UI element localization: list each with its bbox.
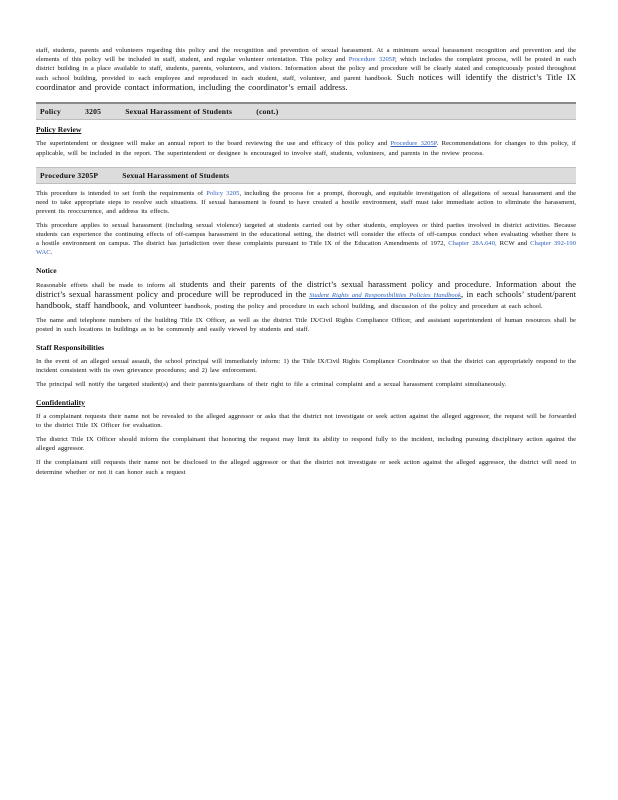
- staff-paragraph-1: In the event of an alleged sexual assault, the school principal will immediately inform: 1) the Title IX/Civil Rights Compliance Coordinator so that the district can appropriately respond to the incident consistent with its own grievance procedures; and 2) law enforcement.: [36, 357, 576, 374]
- notice-p1-text-a: Reasonable efforts shall be made to inform all: [36, 282, 176, 290]
- procedure-p1-text-b: , including the process for a prompt, thorough, and equitable investigation of allegations of sexual harassment and the need to take appropriate steps to resolve such situations. If sexual harassment is found to have created a hostile environment, staff must take immediate action to eliminate the harassment, prevent its reoccurrence, and address its effects.: [36, 189, 576, 215]
- student-handbook-link[interactable]: Student Rights and Responsibilities Policies Handbook: [309, 292, 461, 300]
- intro-text-a: staff, students, parents and volunteers regarding this policy and the recognition and prevention of sexual harassment. At a minimum sexual harassment recognition and prevention and the elements of this policy will be included in staff, student, and regular volunteer orientation. This policy and: [36, 47, 576, 64]
- confidentiality-paragraph-2: The district Title IX Officer should inform the complainant that honoring the request may limit its ability to respond fully to the incident, including pursuing disciplinary action against the alleged aggressor.: [36, 436, 576, 453]
- notice-paragraph-1: [36, 280, 576, 310]
- band-policy-label: Policy: [40, 107, 62, 117]
- procedure-section-band: [36, 167, 576, 184]
- procedure-p2-end: .: [50, 249, 53, 257]
- chapter-28a640-link[interactable]: Chapter 28A.640,: [448, 240, 497, 248]
- band-procedure-title: Sexual Harassment of Students: [122, 170, 230, 180]
- staff-paragraph-2: The principal will notify the targeted student(s) and their parents/guardians of their right to file a criminal complaint and a sexual harassment complaint simultaneously.: [36, 380, 507, 388]
- procedure-p2-mid: RCW and: [499, 240, 528, 248]
- band-cont-label: (cont.): [256, 107, 279, 117]
- document-page: [36, 46, 576, 477]
- band-policy-number: 3205: [85, 107, 102, 117]
- procedure-paragraph-2: [36, 221, 576, 257]
- procedure-p2-text-a: This procedure applies to sexual harassment (including sexual violence) targeted at students carried out by other students, employees or third parties involved in district activities. Because students can experience the continuing effects of off-campus harassment in the educational setting, the district will consider the effects of off-campus conduct when evaluating whether there is a hostile environment on campus. The district has jurisdiction over these complaints pursuant to Title IX of the Education Amendments of 1972,: [36, 221, 576, 248]
- procedure-3205p-link-2[interactable]: Procedure 3205P: [390, 140, 437, 148]
- policy-review-text-a: The superintendent or designee will make an annual report to the board reviewing the use and efficacy of this policy and: [36, 140, 388, 148]
- notice-p1-big-2: , in each schools’ student/parent handbook, staff handbook, and volunteer: [36, 289, 576, 310]
- policy-review-paragraph: [36, 139, 576, 157]
- policy-section-band: [36, 102, 576, 120]
- confidentiality-paragraph-1: If a complainant requests their name not be revealed to the alleged aggressor or asks that the district not investigate or seek action against the alleged aggressor, the request will be forwarded to the district Title IX Officer for evaluation.: [36, 413, 576, 430]
- policy-review-text-b: . Recommendations for changes to this policy, if applicable, will be included in the report. The superintendent or designee is encouraged to involve staff, students, volunteers, and parents in the review process.: [36, 140, 576, 157]
- staff-responsibilities-heading: Staff Responsibilities: [36, 342, 105, 352]
- notice-p1-big: students and their parents of the district’s sexual harassment policy and procedure. Information about the district’s sexual harassment policy and procedure will be reproduced in the: [36, 279, 577, 300]
- policy-3205-link[interactable]: Policy 3205: [206, 189, 240, 197]
- intro-text-big: Such notices will identify the district’s Title IX coordinator and provide contact information, including the coordinator’s email address.: [36, 72, 576, 93]
- band-procedure-label: Procedure 3205P: [40, 170, 99, 180]
- chapter-392-190-link[interactable]: Chapter 392-190 WAC: [36, 240, 576, 257]
- notice-paragraph-2: The name and telephone numbers of the building Title IX Officer, as well as the district Title IX/Civil Rights Compliance Officer, and assistant superintendent of human resources shall be posted in such locations in buildings as to be commonly and easily viewed by students and staff.: [36, 316, 576, 333]
- confidentiality-heading: Confidentiality: [36, 398, 85, 408]
- procedure-paragraph-1: [36, 189, 576, 216]
- notice-p1-text-b: handbook, posting the policy and procedure in each school building, and discussion of the policy and procedure at each school.: [184, 302, 543, 310]
- intro-paragraph: [36, 46, 576, 93]
- band-policy-title: Sexual Harassment of Students: [125, 107, 233, 117]
- confidentiality-paragraph-3: If the complainant still requests their name not be disclosed to the alleged aggressor or that the district not investigate or seek action against the alleged aggressor, the district will need to determine whether or not it can honor such a request: [36, 459, 576, 476]
- intro-text-b: , which includes the complaint process, will be posted in each district building in a place available to staff, students, parents, volunteers, and visitors. Information about the policy and procedure will be clearly stated and conspicuously posted throughout each school building, provided to each employee and reproduced in each student, staff, volunteer, and parent handbook.: [36, 56, 576, 83]
- policy-review-heading: Policy Review: [36, 125, 82, 135]
- notice-heading: Notice: [36, 266, 57, 276]
- procedure-p1-text-a: This procedure is intended to set forth the requirements of: [36, 189, 204, 197]
- procedure-3205p-link[interactable]: Procedure 3205P: [348, 56, 396, 64]
